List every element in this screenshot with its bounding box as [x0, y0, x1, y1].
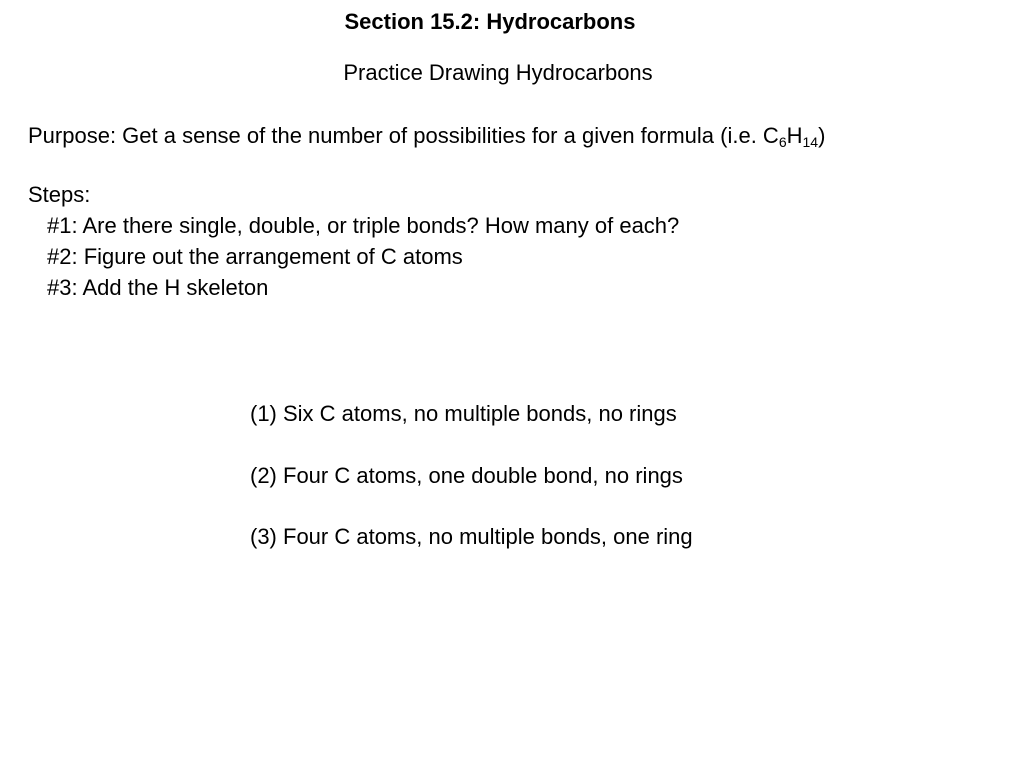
slide-subtitle: Practice Drawing Hydrocarbons: [343, 60, 653, 85]
steps-heading: Steps:: [28, 182, 91, 207]
slide-title: Section 15.2: Hydrocarbons: [344, 9, 636, 34]
step-item: #3: Add the H skeleton: [47, 275, 269, 300]
practice-list: [250, 400, 693, 585]
purpose-text: [28, 122, 825, 150]
practice-item: (3) Four C atoms, no multiple bonds, one ring: [250, 524, 693, 549]
step-item: #2: Figure out the arrangement of C atoms: [47, 244, 463, 269]
formula-hydrogen: H: [786, 123, 803, 148]
purpose-close-paren: ): [818, 123, 826, 148]
formula-subscript-hydrogen: 14: [802, 134, 819, 150]
step-item: #1: Are there single, double, or triple bonds? How many of each?: [47, 213, 680, 238]
steps-list: [47, 212, 679, 305]
formula-subscript-carbon: 6: [778, 134, 787, 150]
practice-item: (1) Six C atoms, no multiple bonds, no rings: [250, 401, 677, 426]
practice-item: (2) Four C atoms, one double bond, no rings: [250, 462, 683, 488]
purpose-label: Purpose: Get a sense of the number of possibilities for a given formula (i.e. C: [28, 123, 779, 148]
